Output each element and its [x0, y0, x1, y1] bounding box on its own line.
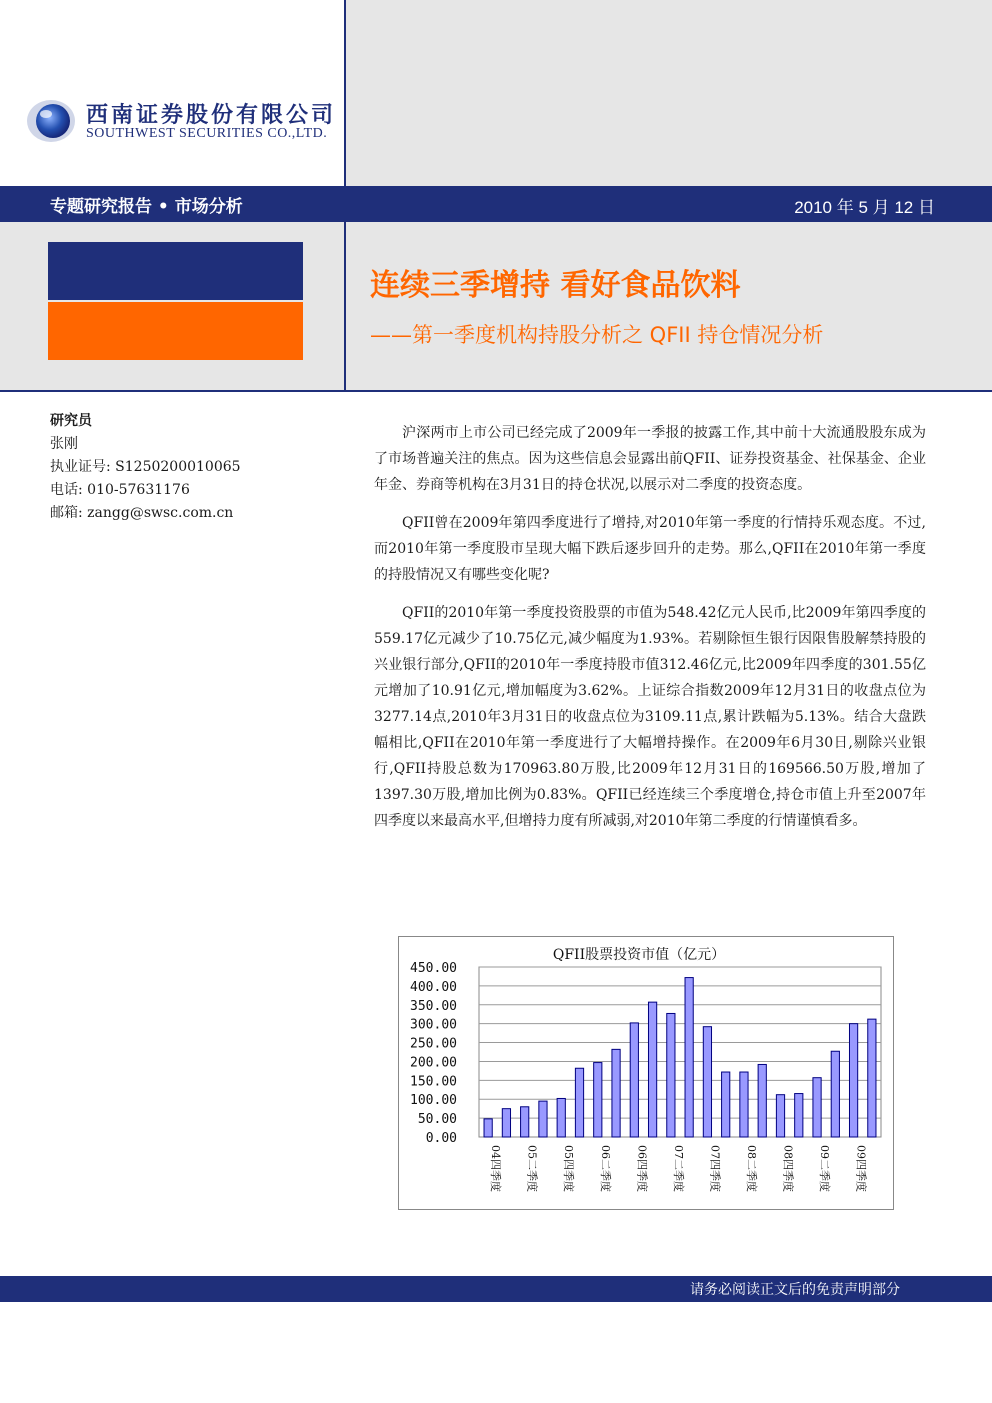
x-tick-label: 09二季度: [818, 1145, 832, 1192]
y-tick-label: 0.00: [425, 1131, 457, 1146]
x-tick-label: 09四季度: [854, 1145, 868, 1192]
company-name-en: SOUTHWEST SECURITIES CO.,LTD.: [86, 126, 328, 141]
x-tick-label: 06二季度: [598, 1145, 612, 1192]
company-name-cn: 西南证券股份有限公司: [86, 102, 337, 128]
decor-block-orange: [48, 302, 303, 360]
chart-bar: [685, 978, 693, 1137]
y-tick-label: 400.00: [410, 979, 457, 995]
section-divider: [0, 390, 992, 392]
header-right-panel: [346, 0, 992, 190]
chart-bar: [758, 1064, 766, 1137]
qfii-chart: [398, 936, 894, 1210]
chart-bar: [484, 1119, 492, 1137]
chart-bar: [539, 1101, 547, 1137]
x-tick-label: 08二季度: [744, 1145, 758, 1192]
footer-disclaimer: 请务必阅读正文后的免责声明部分: [690, 1282, 900, 1298]
x-tick-label: 07二季度: [671, 1145, 685, 1192]
chart-bar: [722, 1072, 730, 1137]
paragraph-3: QFII的2010年第一季度投资股票的市值为548.42亿元人民币,比2009年第四季度的559.17亿元减少了10.75亿元,减少幅度为1.93%。若剔除恒生银行因限售股解禁持股的兴业银行部分,QFII的2010年一季度持股市值312.46亿元,比2009年四季度的301.55亿元增加了10.91亿元,增加幅度为3.62%。上证综合指数2009年12月31日的收盘点位为3277.14点,2010年3月31日的收盘点位为3109.11点,累计跌幅为5.13%。结合大盘跌幅相比,QFII在2010年第一季度进行了大幅增持操作。在2009年6月30日,剔除兴业银行,QFII持股总数为170963.80万股,比2009年12月31日的169566.50万股,增加了1397.30万股,增加比例为0.83%。QFII已经连续三个季度增仓,持仓市值上升至2007年四季度以来最高水平,但增持力度有所减弱,对2010年第二季度的行情谨慎看多。: [374, 605, 926, 829]
report-type: 专题研究报告 • 市场分析: [50, 197, 243, 217]
report-body: [374, 420, 926, 846]
y-tick-label: 50.00: [417, 1112, 457, 1128]
chart-bar: [740, 1072, 748, 1137]
title-divider: [344, 222, 346, 392]
analyst-phone: 电话: 010-57631176: [50, 482, 190, 498]
y-tick-label: 250.00: [410, 1036, 457, 1052]
analyst-license: 执业证号: S1250200010065: [50, 459, 241, 475]
chart-bar: [776, 1095, 784, 1137]
chart-svg: [399, 937, 893, 1209]
x-tick-label: 04四季度: [489, 1145, 503, 1192]
analyst-role: 研究员: [50, 413, 92, 429]
chart-bar: [703, 1027, 711, 1137]
chart-title: QFII股票投资市值（亿元）: [552, 947, 726, 963]
paragraph-1: 沪深两市上市公司已经完成了2009年一季报的披露工作,其中前十大流通股股东成为了市场普遍关注的焦点。因为这些信息会显露出前QFII、证券投资基金、社保基金、企业年金、券商等机构在3月31日的持仓状况,以展示对二季度的投资态度。: [374, 425, 926, 493]
report-subtitle: ——第一季度机构持股分析之 QFII 持仓情况分析: [370, 323, 824, 347]
analyst-email[interactable]: 邮箱: zangg@swsc.com.cn: [50, 505, 234, 521]
globe-icon: [26, 98, 76, 144]
chart-bar: [648, 1002, 656, 1137]
chart-bar: [849, 1024, 857, 1137]
chart-bar: [795, 1094, 803, 1137]
chart-bar: [868, 1019, 876, 1137]
report-title: 连续三季增持 看好食品饮料: [370, 268, 741, 303]
company-logo: [26, 96, 346, 156]
analyst-name: 张刚: [50, 436, 78, 452]
chart-bar: [630, 1023, 638, 1137]
x-tick-label: 07四季度: [708, 1145, 722, 1192]
chart-bar: [612, 1049, 620, 1137]
chart-bar: [831, 1051, 839, 1137]
y-tick-label: 200.00: [410, 1055, 457, 1071]
report-date: 2010 年 5 月 12 日: [794, 198, 935, 217]
y-tick-label: 300.00: [410, 1017, 457, 1033]
x-tick-label: 05四季度: [562, 1145, 576, 1192]
y-tick-label: 150.00: [410, 1074, 457, 1090]
chart-bar: [557, 1098, 565, 1137]
chart-bar: [813, 1078, 821, 1137]
x-tick-label: 05二季度: [525, 1145, 539, 1192]
paragraph-2: QFII曾在2009年第四季度进行了增持,对2010年第一季度的行情持乐观态度。不过,而2010年第一季度股市呈现大幅下跌后逐步回升的走势。那么,QFII在2010年第一季度的持股情况又有哪些变化呢?: [374, 515, 926, 583]
chart-bar: [502, 1109, 510, 1137]
y-tick-label: 100.00: [410, 1093, 457, 1109]
chart-bar: [575, 1068, 583, 1137]
y-tick-label: 450.00: [410, 961, 457, 976]
chart-bar: [667, 1013, 675, 1137]
analyst-info: [50, 410, 241, 525]
chart-bar: [521, 1107, 529, 1137]
x-tick-label: 06四季度: [635, 1145, 649, 1192]
x-tick-label: 08四季度: [781, 1145, 795, 1192]
y-tick-label: 350.00: [410, 998, 457, 1014]
decor-block-blue: [48, 242, 303, 300]
chart-bar: [594, 1063, 602, 1137]
